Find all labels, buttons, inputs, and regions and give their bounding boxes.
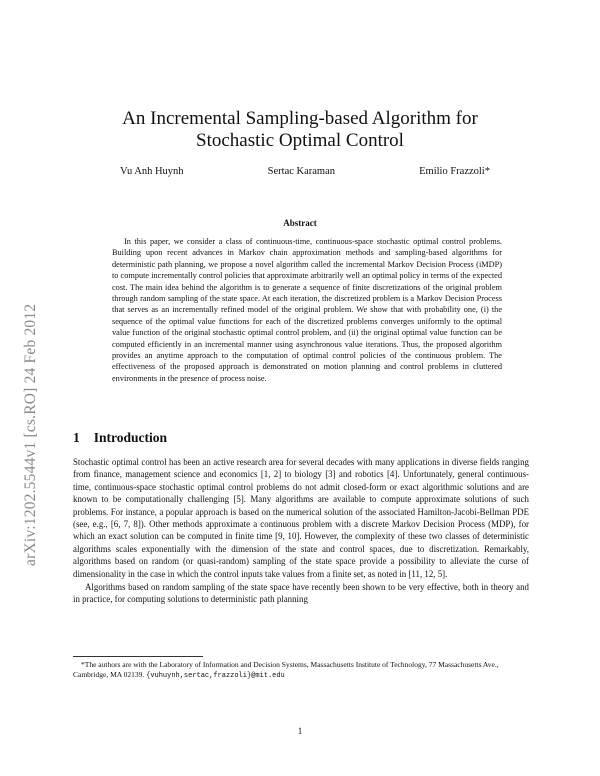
author-1: Vu Anh Huynh (120, 166, 184, 177)
footnote-text: *The authors are with the Laboratory of Information and Decision Systems, Massachusetts Institute of Technology, 77 Massachusetts Ave., Cambridge, MA 02139. (73, 660, 499, 679)
paper-title (60, 108, 540, 152)
abstract-heading: Abstract (283, 218, 317, 228)
footnote-divider (73, 656, 203, 657)
author-list (120, 166, 490, 177)
paragraph-1: Stochastic optimal control has been an active research area for several decades with many applications in diverse fields ranging from finance, management science and economics [1, 2] to biology [3] and robotics [4]. Unfortunately, general continuous-time, continuous-space stochastic optimal control problems do not admit closed-form or exact algorithmic solutions and are known to be computationally challenging [5]. Many algorithms are available to compute approximate solutions of such problems. For instance, a popular approach is based on the numerical solution of the associated Hamilton-Jacobi-Bellman PDE (see, e.g., [6, 7, 8]). Other methods approximate a continuous problem with a discrete Markov Decision Process (MDP), for which an exact solution can be computed in finite time [9, 10]. However, the complexity of these two classes of deterministic algorithms scales exponentially with the dimension of the state and control spaces, due to discretization. Remarkably, algorithms based on random (or quasi-random) sampling of the state space provide a possibility to alleviate the curse of dimensionality in the case in which the control inputs take values from a finite set, as noted in [11, 12, 5]. (73, 457, 529, 579)
title-line-2: Stochastic Optimal Control (196, 130, 404, 151)
section-number: 1 (73, 430, 80, 445)
arxiv-identifier: arXiv:1202.5544v1 [cs.RO] 24 Feb 2012 (22, 303, 39, 566)
footnote-emails: {vuhuynh,sertac,frazzoli}@mit.edu (146, 672, 285, 680)
author-2: Sertac Karaman (267, 166, 335, 177)
author-3: Emilio Frazzoli* (419, 166, 490, 177)
abstract-text: In this paper, we consider a class of continuous-time, continuous-space stochastic optimal control problems. Building upon recent advances in Markov chain approximation methods and sampling-based algorithms for deterministic path planning, we propose a novel algorithm called the incremental Markov Decision Process (iMDP) to compute incrementally control policies that approximate arbitrarily well an optimal policy in terms of the expected cost. The main idea behind the algorithm is to generate a sequence of finite discretizations of the original problem through random sampling of the state space. At each iteration, the discretized problem is a Markov Decision Process that serves as an incrementally refined model of the original problem. We show that with probability one, (i) the sequence of the optimal value functions for each of the discretized problems converges uniformly to the optimal value function of the original stochastic optimal control problem, and (ii) the original optimal value function can be computed efficiently in an incremental manner using asynchronous value iterations. Thus, the proposed algorithm provides an anytime approach to the computation of optimal control policies of the continuous problem. The effectiveness of the proposed approach is demonstrated on motion planning and control problems in cluttered environments in the presence of process noise. (112, 237, 502, 383)
paragraph-2: Algorithms based on random sampling of the state space have recently been shown to be very effective, both in theory and in practice, for computing solutions to deterministic path planning (73, 582, 529, 605)
section-title: Introduction (93, 430, 168, 445)
title-line-1: An Incremental Sampling-based Algorithm for (122, 108, 478, 129)
page-number: 1 (297, 726, 303, 736)
body-text (73, 456, 529, 606)
footnote (73, 660, 529, 681)
section-heading (73, 430, 167, 446)
